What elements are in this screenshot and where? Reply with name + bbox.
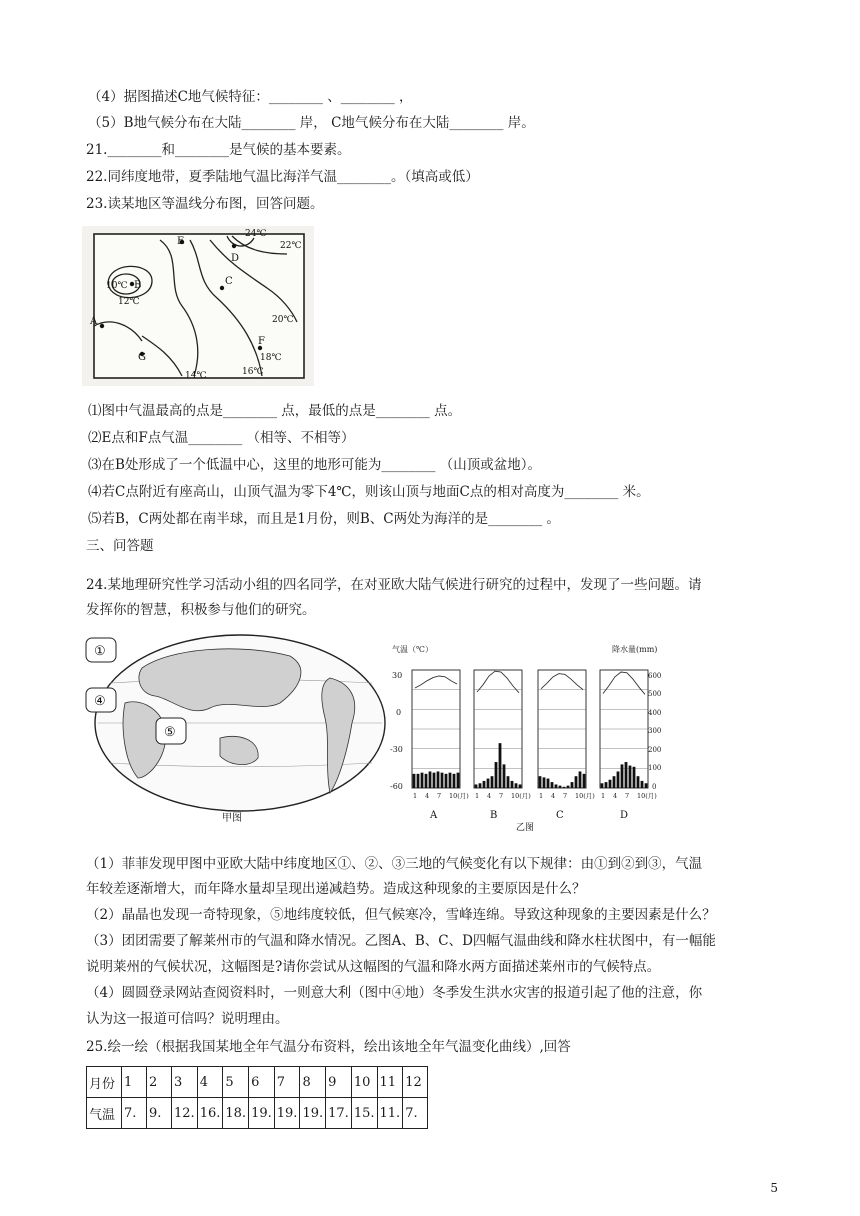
precipitation-bar xyxy=(617,771,620,788)
q23-4-text: ⑷若C点附近有座高山，山顶气温为零下4℃，则该山顶与地面C点的相对高度为________ 米。 xyxy=(88,484,650,500)
precipitation-bar xyxy=(613,776,616,788)
x-tick-label: 10(月) xyxy=(637,792,657,800)
q20-5-text: （5）B地气候分布在大陆________ 岸， C地气候分布在大陆________ 岸。 xyxy=(88,115,535,131)
svg-text:16℃: 16℃ xyxy=(242,367,264,377)
x-tick-label: 4 xyxy=(425,792,430,800)
left-tick: -60 xyxy=(390,782,403,791)
table-cell: 15. xyxy=(351,1098,377,1129)
svg-text:B: B xyxy=(134,280,142,291)
precipitation-bar xyxy=(579,771,582,788)
table-cell: 7. xyxy=(122,1098,147,1129)
right-axis-title: 降水量(mm) xyxy=(612,645,658,654)
precipitation-bar xyxy=(601,783,604,788)
x-tick-label: 7 xyxy=(437,792,442,800)
table-cell: 7 xyxy=(274,1067,300,1098)
panel-label-c: C xyxy=(556,810,564,821)
precipitation-bar xyxy=(641,781,644,788)
q24-4-text-b: 认为这一报道可信吗？说明理由。 xyxy=(86,1011,289,1027)
right-tick: 300 xyxy=(648,727,662,735)
q24-text-b: 发挥你的智慧，积极参与他们的研究。 xyxy=(86,602,316,618)
table-row xyxy=(87,1098,428,1129)
table-cell: 10 xyxy=(351,1067,377,1098)
precipitation-bar xyxy=(413,774,416,788)
precipitation-bar xyxy=(437,771,440,788)
isotherm-map xyxy=(82,226,314,386)
precipitation-bar xyxy=(637,776,640,788)
right-tick: 400 xyxy=(648,709,662,717)
precipitation-bar xyxy=(511,781,514,788)
precipitation-bar xyxy=(515,783,518,788)
q24-2-text: （2）晶晶也发现一奇特现象，⑤地纬度较低，但气候寒冷，雪峰连绵。导致这种现象的主要因素是什么？ xyxy=(86,907,716,923)
x-tick-label: 7 xyxy=(625,792,630,800)
table-cell: 8 xyxy=(300,1067,326,1098)
table-cell: 19. xyxy=(300,1098,326,1129)
q23-2-text: ⑵E点和F点气温________ （相等、不相等） xyxy=(88,430,355,446)
x-tick-label: 7 xyxy=(563,792,568,800)
table-cell: 4 xyxy=(197,1067,223,1098)
svg-text:14℃: 14℃ xyxy=(185,371,207,381)
q23-1-text: ⑴图中气温最高的点是________ 点，最低的点是________ 点。 xyxy=(88,403,462,419)
q21-text: 21.________和________是气候的基本要素。 xyxy=(86,142,351,158)
precipitation-bar xyxy=(583,774,586,788)
precipitation-bar xyxy=(547,779,550,788)
precipitation-bar xyxy=(551,782,554,788)
precipitation-bar xyxy=(417,774,420,788)
svg-text:24℃: 24℃ xyxy=(245,229,267,239)
world-map xyxy=(80,628,386,828)
precipitation-bar xyxy=(633,767,636,788)
precipitation-bar xyxy=(503,764,506,788)
precipitation-bar xyxy=(421,773,424,788)
panel-label-b: B xyxy=(490,810,498,821)
precipitation-bar xyxy=(575,776,578,788)
q22-text: 22.同纬度地带，夏季陆地气温比海洋气温________。（填高或低） xyxy=(86,169,479,185)
callout-4: ④ xyxy=(94,694,106,709)
precipitation-bar xyxy=(475,784,478,788)
table-cell: 11. xyxy=(377,1098,403,1129)
precipitation-bar xyxy=(507,776,510,788)
table-cell: 11 xyxy=(377,1067,403,1098)
left-tick: 30 xyxy=(392,671,403,680)
precipitation-bar xyxy=(625,762,628,788)
svg-text:12℃: 12℃ xyxy=(118,297,140,307)
callout-1: ① xyxy=(94,644,106,659)
x-tick-label: 4 xyxy=(551,792,556,800)
precipitation-bar xyxy=(539,776,542,788)
table-cell: 19. xyxy=(249,1098,275,1129)
table-cell: 12 xyxy=(403,1067,428,1098)
precipitation-bar xyxy=(425,774,428,788)
temperature-table xyxy=(86,1066,428,1129)
x-tick-label: 1 xyxy=(413,792,418,800)
precipitation-bar xyxy=(605,782,608,788)
q24-text-a: 24.某地理研究性学习活动小组的四名同学，在对亚欧大陆气候进行研究的过程中，发现了一些问题。请 xyxy=(86,577,702,593)
left-axis-title: 气温（℃） xyxy=(392,645,433,654)
svg-text:22℃: 22℃ xyxy=(280,241,302,251)
x-tick-label: 10(月) xyxy=(449,792,469,800)
precipitation-bar xyxy=(555,784,558,788)
svg-text:F: F xyxy=(258,336,265,347)
precipitation-bar xyxy=(621,764,624,788)
precipitation-bar xyxy=(487,779,490,788)
precipitation-bar xyxy=(519,784,522,788)
q24-3-text-b: 说明莱州的气候状况，这幅图是?请你尝试从这幅图的气温和降水两方面描述莱州市的气候特点。 xyxy=(86,959,661,975)
table-cell: 1 xyxy=(122,1067,147,1098)
x-tick-label: 1 xyxy=(539,792,544,800)
q23-5-text: ⑸若B，C两处都在南半球，而且是1月份，则B、C两处为海洋的是________ 。 xyxy=(88,511,560,527)
precipitation-bar xyxy=(499,743,502,788)
right-tick: 600 xyxy=(648,672,662,680)
table-cell: 16. xyxy=(197,1098,223,1129)
svg-text:C: C xyxy=(225,276,233,287)
table-cell: 17. xyxy=(326,1098,352,1129)
panel-label-d: D xyxy=(620,810,629,821)
right-tick: 0 xyxy=(652,783,657,791)
climate-charts xyxy=(390,640,662,832)
precipitation-bar xyxy=(645,783,648,788)
x-tick-label: 4 xyxy=(613,792,618,800)
x-tick-label: 1 xyxy=(475,792,480,800)
world-map-caption: 甲图 xyxy=(222,813,242,824)
precipitation-bar xyxy=(559,786,562,788)
precipitation-bar xyxy=(445,774,448,788)
precipitation-bar xyxy=(453,774,456,788)
x-tick-label: 10(月) xyxy=(511,792,531,800)
svg-text:G: G xyxy=(138,352,146,363)
table-cell: 月份 xyxy=(87,1067,122,1098)
svg-text:18℃: 18℃ xyxy=(260,353,282,363)
table-cell: 12. xyxy=(172,1098,198,1129)
svg-text:A: A xyxy=(90,316,98,327)
table-cell: 7. xyxy=(403,1098,428,1129)
svg-text:20℃: 20℃ xyxy=(272,315,294,325)
precipitation-bar xyxy=(567,786,570,788)
svg-text:10℃: 10℃ xyxy=(106,281,128,291)
table-cell: 3 xyxy=(172,1067,198,1098)
q25-text: 25.绘一绘（根据我国某地全年气温分布资料，绘出该地全年气温变化曲线）,回答 xyxy=(86,1039,571,1055)
q24-3-text-a: （3）团团需要了解莱州市的气温和降水情况。乙图A、B、C、D四幅气温曲线和降水柱状图中，有一幅能 xyxy=(86,933,716,949)
panel-label-a: A xyxy=(430,810,438,821)
precipitation-bar xyxy=(571,782,574,788)
q23-3-text: ⑶在B处形成了一个低温中心，这里的地形可能为________ （山顶或盆地）。 xyxy=(88,457,541,473)
table-cell: 5 xyxy=(223,1067,249,1098)
x-tick-label: 1 xyxy=(601,792,606,800)
table-cell: 2 xyxy=(147,1067,172,1098)
q24-1-text-a: （1）菲菲发现甲图中亚欧大陆中纬度地区①、②、③三地的气候变化有以下规律：由①到②到③，气温 xyxy=(86,856,703,872)
precipitation-bar xyxy=(563,787,566,788)
table-row xyxy=(87,1067,428,1098)
right-tick: 500 xyxy=(648,690,662,698)
callout-5: ⑤ xyxy=(164,725,176,740)
right-tick: 100 xyxy=(648,764,662,772)
precipitation-bar xyxy=(479,783,482,788)
page-number: 5 xyxy=(770,1181,778,1195)
svg-text:D: D xyxy=(231,253,240,264)
precipitation-bar xyxy=(483,781,486,788)
table-cell: 9 xyxy=(326,1067,352,1098)
precipitation-bar xyxy=(609,780,612,788)
x-tick-label: 10(月) xyxy=(575,792,595,800)
table-cell: 19. xyxy=(274,1098,300,1129)
precipitation-bar xyxy=(495,762,498,788)
x-tick-label: 4 xyxy=(487,792,492,800)
right-tick: 200 xyxy=(648,746,662,754)
q24-1-text-b: 年较差逐渐增大，而年降水量却呈现出递减趋势。造成这种现象的主要原因是什么？ xyxy=(86,881,586,897)
left-tick: 0 xyxy=(396,708,402,717)
q24-4-text-a: （4）圆圆登录网站查阅资料时，一则意大利（图中④地）冬季发生洪水灾害的报道引起了他的注意，你 xyxy=(86,985,703,1001)
left-tick: -30 xyxy=(390,745,403,754)
precipitation-bar xyxy=(429,771,432,788)
precipitation-bar xyxy=(491,776,494,788)
q23-text: 23.读某地区等温线分布图，回答问题。 xyxy=(86,196,324,212)
svg-text:E: E xyxy=(177,236,185,247)
precipitation-bar xyxy=(457,773,460,788)
x-tick-label: 7 xyxy=(499,792,504,800)
precipitation-bar xyxy=(629,766,632,788)
climate-caption: 乙图 xyxy=(516,823,535,832)
table-cell: 6 xyxy=(249,1067,275,1098)
table-cell: 气温 xyxy=(87,1098,122,1129)
precipitation-bar xyxy=(433,773,436,788)
table-cell: 9. xyxy=(147,1098,172,1129)
section3-heading: 三、问答题 xyxy=(86,538,154,554)
precipitation-bar xyxy=(449,773,452,788)
precipitation-bar xyxy=(441,773,444,788)
q20-4-text: （4）据图描述C地气候特征：________ 、________ ， xyxy=(88,89,413,105)
precipitation-bar xyxy=(543,777,546,788)
table-cell: 18. xyxy=(223,1098,249,1129)
